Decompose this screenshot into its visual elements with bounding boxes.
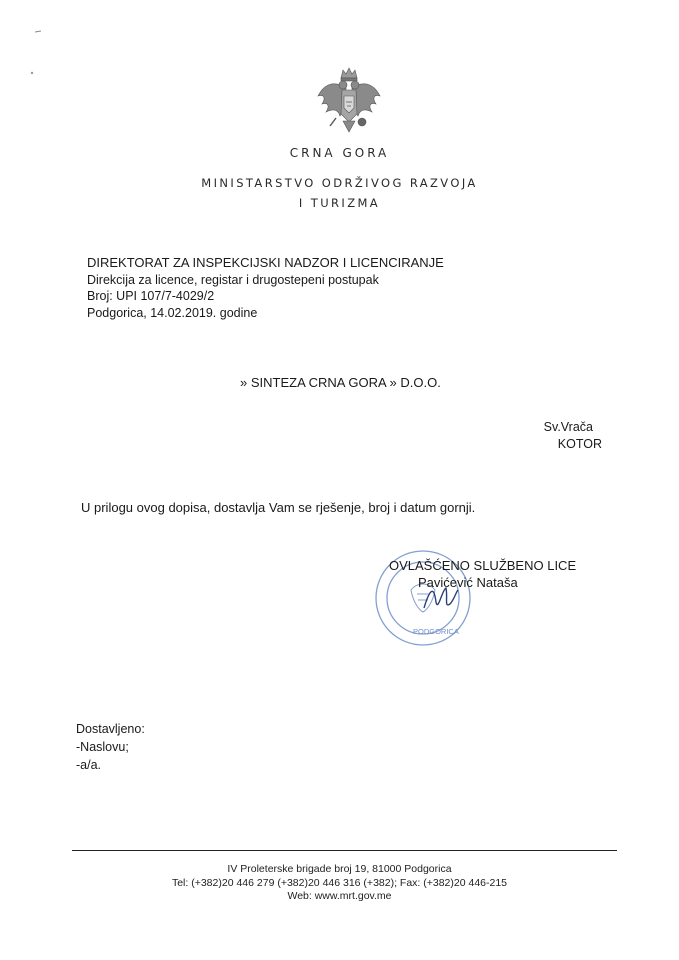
footer-website: Web: www.mrt.gov.me — [287, 890, 392, 902]
stamp-text: PODGORICA — [413, 627, 459, 636]
coat-of-arms-icon — [316, 66, 382, 138]
distribution-item: -Naslovu; — [76, 740, 129, 754]
footer-phones: Tel: (+382)20 446 279 (+382)20 446 316 (+382); Fax: (+382)20 446-215 — [171, 877, 508, 889]
country-name: CRNA GORA — [289, 146, 390, 160]
footer-divider — [72, 850, 617, 851]
department-name: DIREKTORAT ZA INSPEKCIJSKI NADZOR I LICENCIRANJE — [87, 255, 444, 270]
recipient-name: » SINTEZA CRNA GORA » D.O.O. — [240, 375, 441, 390]
recipient-street: Sv.Vrača — [543, 420, 593, 434]
distribution-item: -a/a. — [76, 758, 102, 772]
directorate-name: Direkcija za licence, registar i drugostepeni postupak — [87, 273, 379, 287]
distribution-heading: Dostavljeno: — [76, 722, 145, 736]
place-date: Podgorica, 14.02.2019. godine — [87, 306, 258, 320]
footer-address: IV Proleterske brigade broj 19, 81000 Podgorica — [227, 863, 452, 875]
letter-body: U prilogu ovog dopisa, dostavlja Vam se rješenje, broj i datum gornji. — [81, 500, 476, 515]
handwritten-signature-icon — [420, 582, 460, 616]
signatory-name: Pavićević Nataša — [418, 575, 518, 590]
ministry-name-line1: MINISTARSTVO ODRŽIVOG RAZVOJA — [201, 176, 478, 190]
recipient-city: KOTOR — [557, 437, 602, 451]
signatory-title: OVLAŠĆENO SLUŽBENO LICE — [389, 558, 577, 573]
scan-speck — [35, 30, 41, 33]
reference-number: Broj: UPI 107/7-4029/2 — [87, 289, 215, 303]
ministry-name-line2: I TURIZMA — [298, 196, 381, 210]
scan-speck — [30, 71, 34, 75]
